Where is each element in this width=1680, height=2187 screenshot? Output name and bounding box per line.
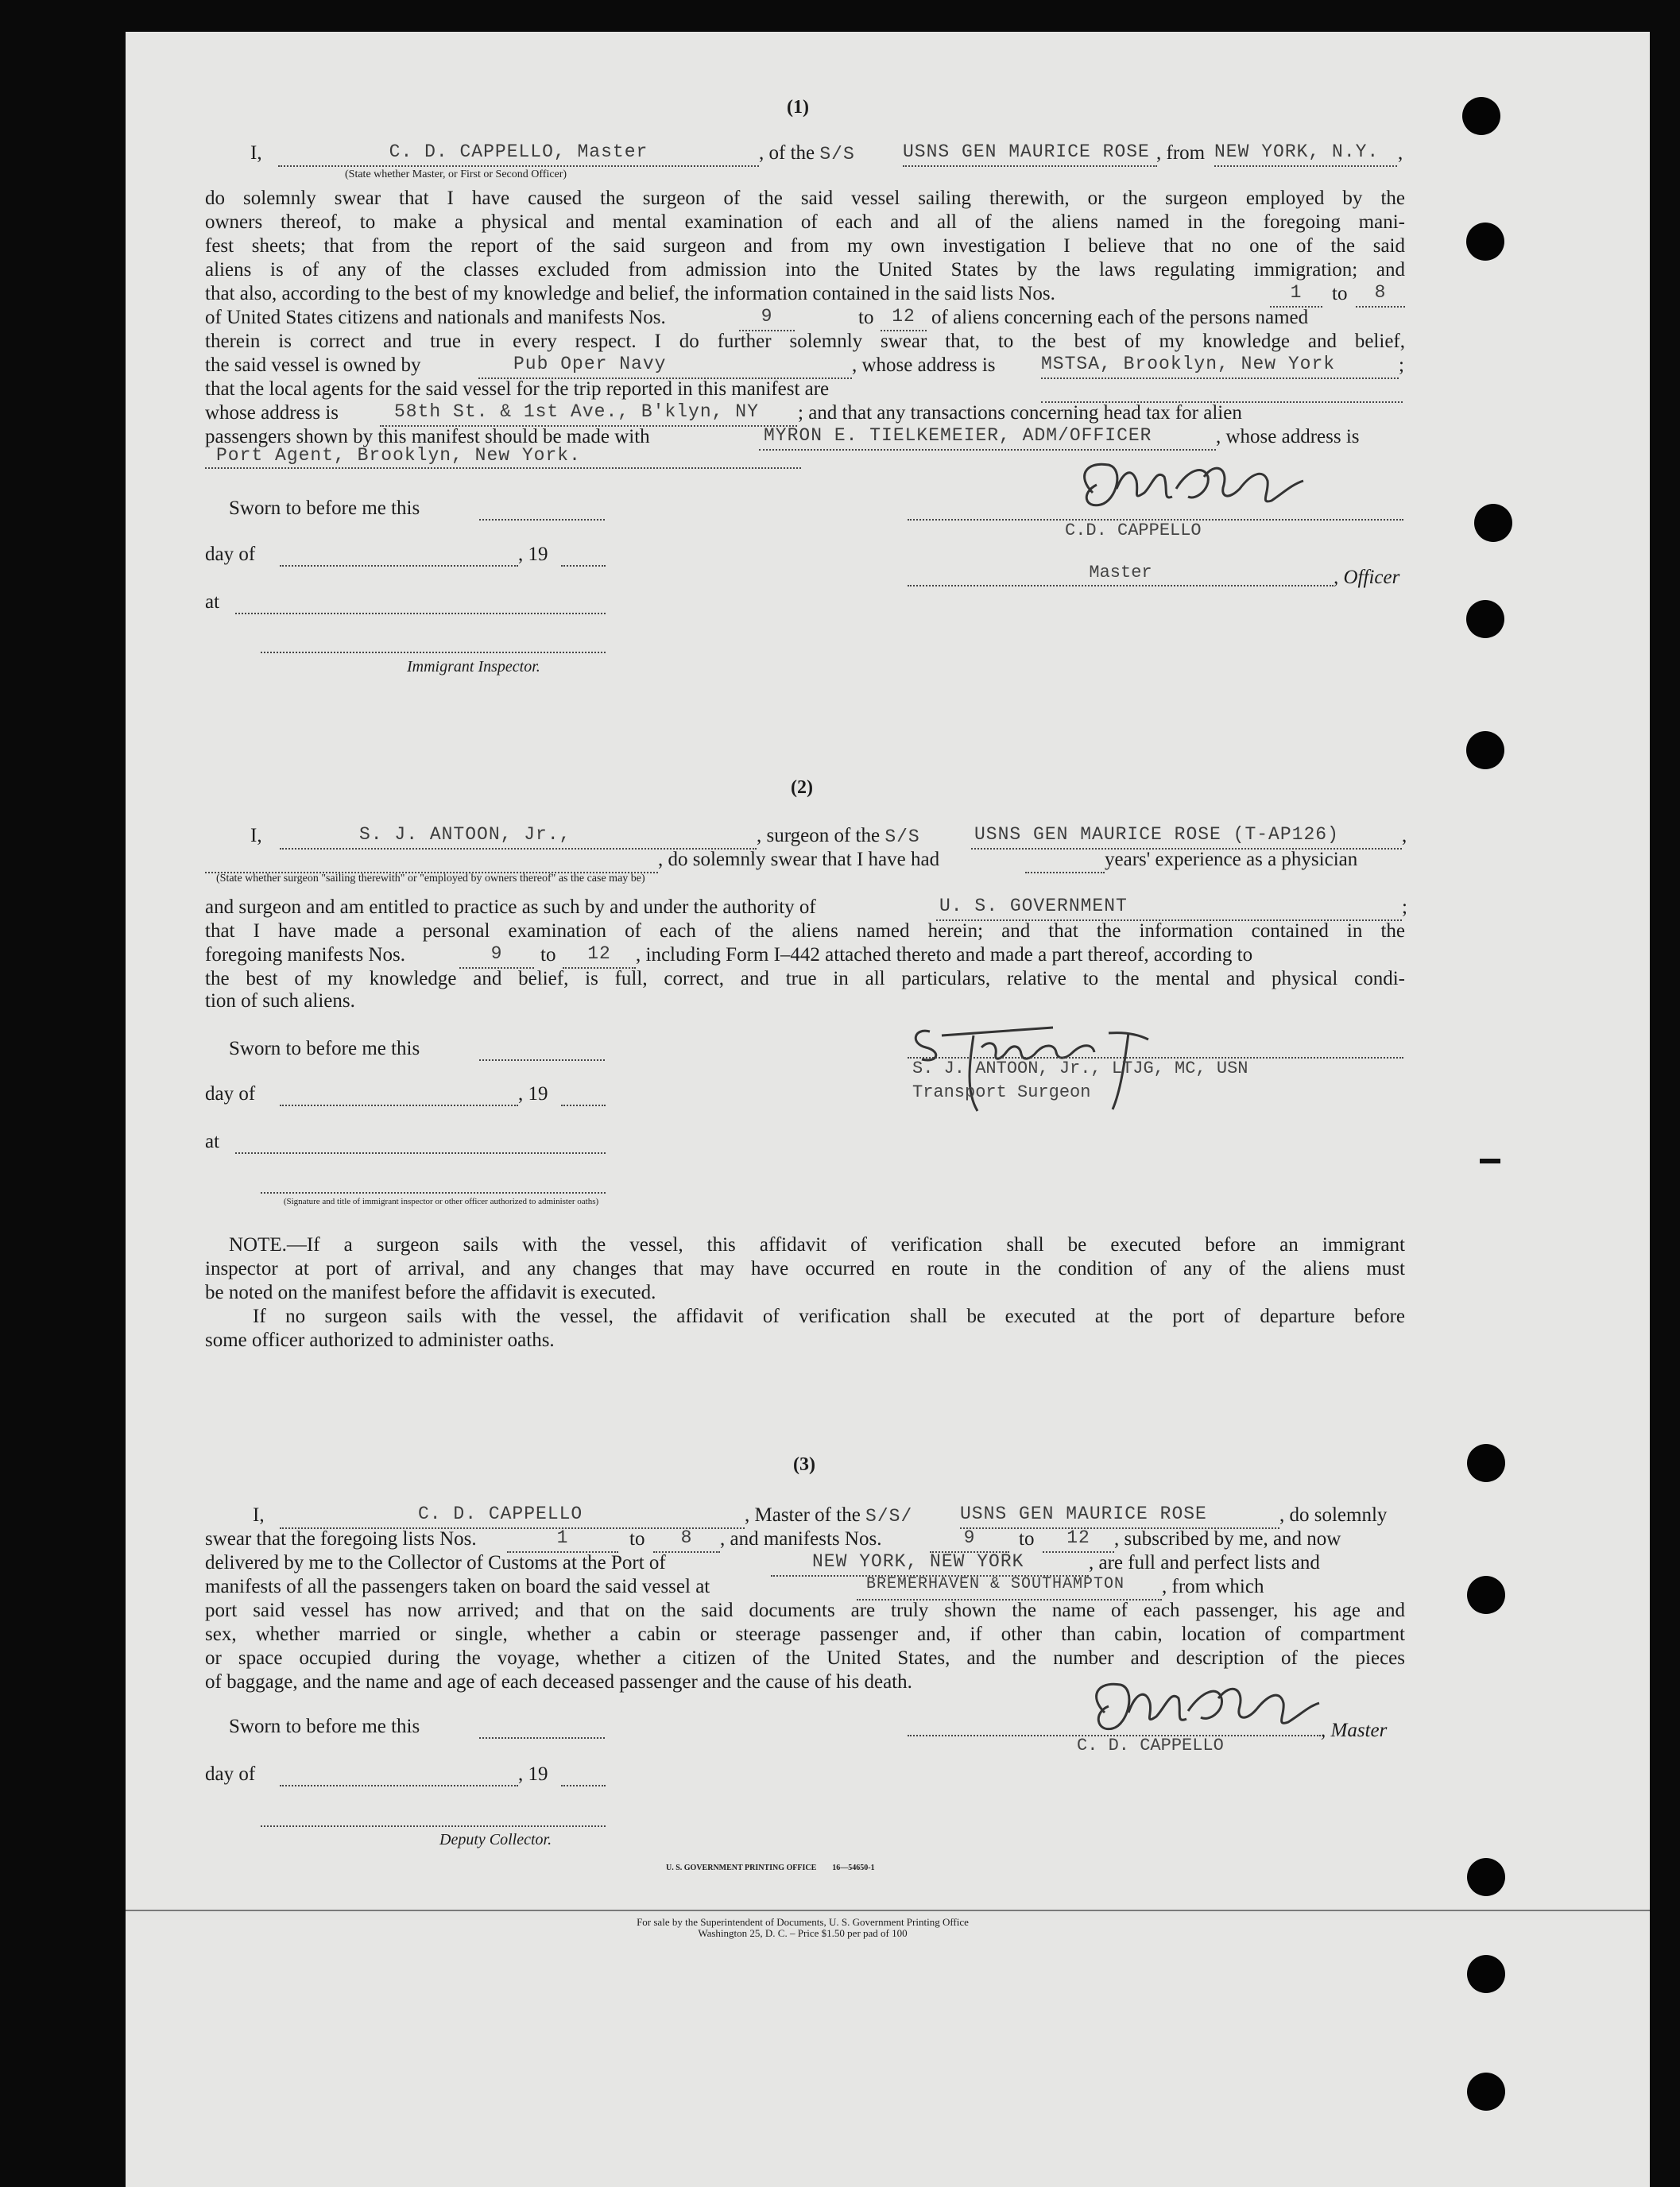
man-to-field bbox=[1043, 1527, 1114, 1553]
lists-from-value: 1 bbox=[556, 1527, 569, 1548]
years-field bbox=[1025, 848, 1105, 873]
semicolon: ; bbox=[1399, 354, 1404, 376]
inspector-signature-line bbox=[261, 632, 606, 653]
whose-address-label: , whose address is bbox=[852, 354, 996, 376]
embark-ports-field bbox=[857, 1575, 1162, 1601]
manifests-to-value: 12 bbox=[892, 306, 915, 327]
year-label: , 19 bbox=[518, 1763, 548, 1785]
sworn-field bbox=[479, 1037, 605, 1061]
port-value: NEW YORK, N.Y. bbox=[1214, 141, 1380, 162]
agents-field bbox=[1041, 377, 1403, 403]
foregoing-to-field bbox=[563, 943, 636, 969]
vessel-value: USNS GEN MAURICE ROSE bbox=[903, 141, 1150, 162]
foregoing-lists-label: swear that the foregoing lists Nos. bbox=[205, 1528, 477, 1550]
foregoing-from-field bbox=[459, 943, 534, 969]
man-from-field bbox=[930, 1527, 1009, 1553]
examination-line: that I have made a personal examination of each of the aliens named herein; and that the information contained in the bbox=[205, 920, 1405, 942]
customs-port-field bbox=[771, 1551, 1089, 1577]
surgeon-name-value: S. J. ANTOON, Jr., bbox=[359, 824, 571, 845]
punch-hole bbox=[1462, 97, 1500, 135]
lists-line: that also, according to the best of my knowledge and belief, the information contained in the said lists Nos. bbox=[205, 283, 1055, 304]
surgeon-capacity-caption: (State whether surgeon "sailing therewith" or "employed by owners thereof" as the case may be) bbox=[216, 873, 645, 884]
lists-to-field bbox=[653, 1527, 720, 1553]
section-1-line-1 bbox=[250, 141, 262, 165]
therein-line: therein is correct and true in every respect. I do further solemnly swear that, to the best of my knowledge and belief, bbox=[205, 331, 1405, 352]
agents-address-field bbox=[380, 401, 797, 427]
note-line: inspector at port of arrival, and any changes that may have occurred en route in the condition of any of the aliens must bbox=[205, 1258, 1405, 1279]
comma: , bbox=[1402, 825, 1407, 846]
note2-line: If no surgeon sails with the vessel, the affidavit of verification shall be executed at the port of departure before bbox=[253, 1306, 1405, 1327]
whose-address-label: , whose address is bbox=[1216, 426, 1360, 447]
owner-address-field bbox=[1041, 354, 1399, 379]
surgeon-name-field bbox=[280, 824, 757, 850]
section-3-number: (3) bbox=[793, 1454, 815, 1475]
affidavit-3-line: port said vessel has now arrived; and that on the said documents are truly shown the name of each passenger, his age and bbox=[205, 1600, 1405, 1621]
to-label: to bbox=[1019, 1528, 1035, 1550]
affidavit-3-line: or space occupied during the voyage, whether a citizen of the United States, and the number and description of the pieces bbox=[205, 1647, 1405, 1669]
owned-by-label: the said vessel is owned by bbox=[205, 354, 421, 376]
day-of-label: day of bbox=[205, 1083, 256, 1105]
owner-address-value: MSTSA, Brooklyn, New York bbox=[1041, 354, 1336, 374]
affidavit-3-line: of baggage, and the name and age of each deceased passenger and the cause of his death. bbox=[205, 1671, 912, 1693]
ss-mark: S/S bbox=[819, 144, 855, 165]
form-text: , including Form I–442 attached thereto and made a part thereof, according to bbox=[636, 944, 1253, 966]
punch-hole bbox=[1466, 223, 1504, 261]
inspector-caption: Immigrant Inspector. bbox=[407, 658, 540, 675]
customs-port-value: NEW YORK, NEW YORK bbox=[812, 1551, 1024, 1572]
master-name-value: C. D. CAPPELLO, Master bbox=[389, 141, 648, 162]
surgeon-of-label: , surgeon of the S/S bbox=[757, 825, 920, 847]
taken-on-board-label: manifests of all the passengers taken on board the said vessel at bbox=[205, 1576, 710, 1597]
printer-line: U. S. GOVERNMENT PRINTING OFFICE 16—54650-1 bbox=[666, 1864, 875, 1872]
year-field bbox=[561, 1763, 606, 1786]
note-line: be noted on the manifest before the affidavit is executed. bbox=[205, 1282, 656, 1303]
punch-hole bbox=[1474, 504, 1512, 542]
year-field bbox=[561, 1082, 606, 1106]
footer-line: For sale by the Superintendent of Documents, U. S. Government Printing Office bbox=[637, 1916, 969, 1928]
day-of-field bbox=[280, 1763, 518, 1786]
from-label: , from bbox=[1156, 142, 1206, 164]
day-of-label: day of bbox=[205, 544, 256, 565]
affidavit-1-line: fest sheets; that from the report of the said surgeon and from my own investigation I believe that no one of the said bbox=[205, 235, 1405, 257]
sworn-label: Sworn to before me this bbox=[229, 497, 420, 519]
punch-hole bbox=[1467, 1444, 1505, 1482]
pronoun: I, bbox=[250, 142, 262, 164]
vessel-field bbox=[903, 141, 1157, 167]
sworn-label: Sworn to before me this bbox=[229, 1038, 420, 1059]
owner-field bbox=[478, 354, 852, 379]
title-field bbox=[908, 563, 1334, 586]
note2-line: some officer authorized to administer oaths. bbox=[205, 1330, 555, 1351]
passengers-line: passengers shown by this manifest should be made with bbox=[205, 426, 650, 447]
belief-line: the best of my knowledge and belief, is full, correct, and true in all particulars, relative to the mental and physical condi- bbox=[205, 968, 1405, 989]
lists-to-field bbox=[1356, 282, 1405, 308]
pronoun: I, bbox=[253, 1504, 265, 1526]
manifests-line-end: of aliens concerning each of the persons named bbox=[931, 307, 1309, 328]
master-label: , Master bbox=[1321, 1720, 1388, 1741]
to-label: to bbox=[540, 944, 556, 966]
punch-hole bbox=[1466, 731, 1504, 769]
and-manifests-label: , and manifests Nos. bbox=[720, 1528, 882, 1550]
manifests-line: of United States citizens and nationals and manifests Nos. bbox=[205, 307, 666, 328]
full-perfect-text: , are full and perfect lists and bbox=[1089, 1552, 1320, 1573]
signer-name-2: S. J. ANTOON, Jr., LTJG, MC, USN bbox=[912, 1059, 1248, 1078]
master-name-field bbox=[278, 141, 759, 167]
year-field bbox=[561, 543, 606, 567]
master-name-caption: (State whether Master, or First or Second Officer) bbox=[345, 168, 567, 180]
foregoing-to-value: 12 bbox=[587, 943, 611, 964]
signer-title-2: Transport Surgeon bbox=[912, 1082, 1091, 1102]
owner-value: Pub Oper Navy bbox=[513, 354, 667, 374]
affidavit-1-line: do solemnly swear that I have caused the surgeon of the said vessel sailing therewith, or the surgeon employed by the bbox=[205, 188, 1405, 209]
signer-name-1: C.D. CAPPELLO bbox=[1065, 521, 1202, 540]
punch-hole bbox=[1467, 1576, 1505, 1614]
day-of-field bbox=[280, 1082, 518, 1106]
swear-experience-text: , do solemnly swear that I have had bbox=[658, 849, 940, 870]
ss-mark: S/S/ bbox=[865, 1506, 913, 1527]
at-label: at bbox=[205, 1131, 220, 1152]
day-of-label: day of bbox=[205, 1763, 256, 1785]
affidavit-3-line: sex, whether married or single, whether a cabin or steerage passenger and, if other than cabin, location of compartment bbox=[205, 1624, 1405, 1645]
signer-name-3: C. D. CAPPELLO bbox=[1077, 1736, 1224, 1755]
from-which-text: , from which bbox=[1162, 1576, 1264, 1597]
to-label: to bbox=[629, 1528, 645, 1550]
master-signature-line bbox=[908, 497, 1403, 521]
collector-signature-line bbox=[261, 1806, 606, 1827]
surgeon-capacity-field bbox=[205, 848, 658, 873]
year-label: , 19 bbox=[518, 1083, 548, 1105]
lists-to-value: 8 bbox=[680, 1527, 693, 1548]
surgeon-vessel-field bbox=[971, 824, 1402, 850]
foregoing-from-value: 9 bbox=[490, 943, 503, 964]
agent-address-field bbox=[205, 445, 801, 469]
punch-hole bbox=[1466, 600, 1504, 638]
authority-value: U. S. GOVERNMENT bbox=[939, 896, 1128, 916]
punch-hole bbox=[1467, 1955, 1505, 1993]
solemnly-text: , do solemnly bbox=[1279, 1504, 1388, 1526]
port-field bbox=[1214, 141, 1397, 167]
lists-to-value: 8 bbox=[1374, 282, 1387, 303]
section-1-number: (1) bbox=[787, 97, 809, 118]
agents-line: that the local agents for the said vessel for the trip reported in this manifest are bbox=[205, 378, 830, 400]
officer-signature-line bbox=[261, 1172, 606, 1194]
sworn-label: Sworn to before me this bbox=[229, 1716, 420, 1737]
note-line: NOTE.—If a surgeon sails with the vessel, this affidavit of verification shall be executed before an immigrant bbox=[229, 1234, 1405, 1256]
day-of-field bbox=[280, 543, 518, 567]
sworn-field bbox=[479, 497, 605, 521]
section-2-number: (2) bbox=[791, 777, 813, 798]
master-signature-line-3 bbox=[908, 1713, 1321, 1736]
affidavit-1-line: owners thereof, to make a physical and mental examination of each and all of the aliens named in the foregoing mani- bbox=[205, 211, 1405, 233]
to-label: to bbox=[1332, 283, 1348, 304]
footer-rule bbox=[126, 1910, 1650, 1911]
ss-mark: S/S bbox=[885, 826, 920, 847]
collector-master-field bbox=[280, 1504, 745, 1529]
delivered-label: delivered by me to the Collector of Customs at the Port of bbox=[205, 1552, 666, 1573]
collector-vessel-field bbox=[960, 1504, 1279, 1529]
head-tax-text: ; and that any transactions concerning head tax for alien bbox=[798, 402, 1242, 424]
foregoing-manifests-label: foregoing manifests Nos. bbox=[205, 944, 406, 966]
man-from-value: 9 bbox=[963, 1527, 976, 1548]
passengers-agent-value: MYRON E. TIELKEMEIER, ADM/OFFICER bbox=[764, 425, 1152, 446]
footer-line: Washington 25, D. C. – Price $1.50 per pad of 100 bbox=[698, 1927, 908, 1939]
manifests-from-field bbox=[739, 306, 795, 331]
lists-from-field bbox=[507, 1527, 618, 1553]
man-to-value: 12 bbox=[1066, 1527, 1090, 1548]
collector-caption: Deputy Collector. bbox=[439, 1831, 552, 1848]
punch-mark bbox=[1480, 1159, 1500, 1163]
at-field bbox=[235, 590, 606, 614]
agents-address-value: 58th St. & 1st Ave., B'klyn, NY bbox=[394, 401, 759, 422]
to-label: to bbox=[858, 307, 874, 328]
at-label: at bbox=[205, 591, 220, 613]
authority-field bbox=[936, 896, 1402, 921]
lists-from-field bbox=[1270, 282, 1322, 308]
pronoun: I, bbox=[250, 825, 262, 846]
authority-line: and surgeon and am entitled to practice as such by and under the authority of bbox=[205, 896, 816, 918]
punch-hole bbox=[1467, 1858, 1505, 1896]
comma: , bbox=[1398, 142, 1403, 164]
belief-line: tion of such aliens. bbox=[205, 990, 355, 1012]
agent-address-value: Port Agent, Brooklyn, New York. bbox=[216, 445, 581, 466]
agents-address-label: whose address is bbox=[205, 402, 339, 424]
embark-ports-value: BREMERHAVEN & SOUTHAMPTON bbox=[866, 1575, 1125, 1593]
years-experience-text: years' experience as a physician bbox=[1105, 849, 1358, 870]
semicolon: ; bbox=[1402, 896, 1407, 918]
of-the-label: , of the S/S bbox=[759, 142, 855, 165]
manifests-from-value: 9 bbox=[761, 306, 773, 327]
collector-master-value: C. D. CAPPELLO bbox=[418, 1504, 583, 1524]
manifests-to-field bbox=[881, 306, 927, 331]
subscribed-text: , subscribed by me, and now bbox=[1114, 1528, 1341, 1550]
officer-caption: (Signature and title of immigrant inspector or other officer authorized to administer oaths) bbox=[283, 1197, 599, 1206]
punch-hole bbox=[1467, 2073, 1505, 2111]
year-label: , 19 bbox=[518, 544, 548, 565]
signer-title-1: Master bbox=[1089, 563, 1152, 583]
lists-from-value: 1 bbox=[1290, 282, 1303, 303]
at-field bbox=[235, 1130, 606, 1154]
officer-label: , Officer bbox=[1334, 567, 1400, 588]
collector-vessel-value: USNS GEN MAURICE ROSE bbox=[960, 1504, 1207, 1524]
surgeon-vessel-value: USNS GEN MAURICE ROSE (T-AP126) bbox=[974, 824, 1339, 845]
affidavit-1-line: aliens is of any of the classes excluded from admission into the United States by the laws regulating immigration; and bbox=[205, 259, 1405, 281]
sworn-field bbox=[479, 1715, 605, 1739]
master-of-label: , Master of the S/S/ bbox=[745, 1504, 913, 1527]
surgeon-signature-line bbox=[908, 1035, 1403, 1059]
